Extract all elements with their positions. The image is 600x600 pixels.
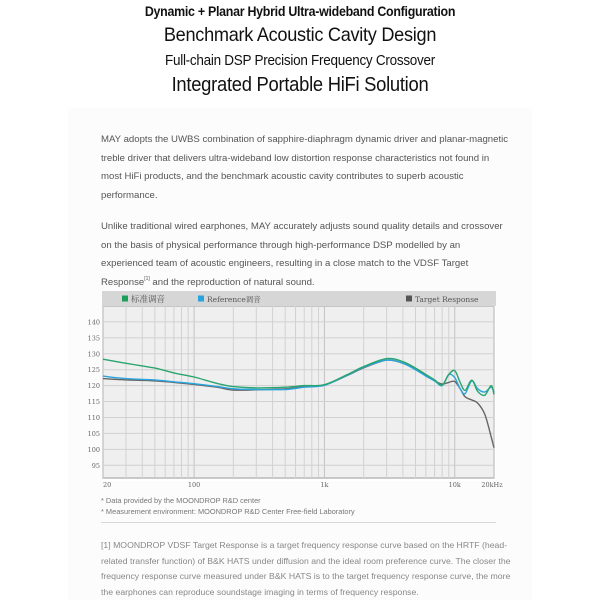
svg-text:135: 135 xyxy=(87,334,100,343)
svg-text:95: 95 xyxy=(91,461,100,470)
paragraph-uwbs: MAY adopts the UWBS combination of sapphire-diaphragm dynamic driver and planar-magnetic treble driver that delivers ultra-wideband low distortion response characteristics not found in most HiFi products, and the benchmark acoustic cavity contributes to superb acoustic performance. xyxy=(101,134,509,201)
paragraph-dsp-text-end: and the reproduction of natural sound. xyxy=(149,276,315,288)
svg-text:130: 130 xyxy=(87,350,100,359)
paragraph-dsp xyxy=(101,218,511,292)
svg-text:20: 20 xyxy=(103,481,112,489)
svg-text:110: 110 xyxy=(87,413,100,422)
svg-text:20kHz: 20kHz xyxy=(481,481,503,489)
svg-text:100: 100 xyxy=(187,481,201,489)
plot-area xyxy=(103,306,494,478)
headline-dsp-crossover: Full-chain DSP Precision Frequency Crossover xyxy=(165,52,435,69)
svg-text:105: 105 xyxy=(87,429,100,438)
footnote-vdsf: [1] MOONDROP VDSF Target Response is a target frequency response curve based on the HRTF (head-related transfer function) of B&K HATS under diffusion and the ideal room preference curve. The closer the frequency response curve measured under B&K HATS is to the target frequency response curve, the more the earphones can reproduce soundstage imaging in terms of frequency response. xyxy=(101,540,511,597)
divider xyxy=(101,522,496,523)
svg-text:100: 100 xyxy=(87,445,100,454)
headline-acoustic-cavity: Benchmark Acoustic Cavity Design xyxy=(163,24,437,46)
svg-text:120: 120 xyxy=(87,382,100,391)
footnote-ref[interactable]: [1] xyxy=(144,275,150,282)
svg-text:Reference调音: Reference调音 xyxy=(207,295,261,304)
note-data-source: * Data provided by the MOONDROP R&D center xyxy=(101,496,261,505)
headline-portable-hifi: Integrated Portable HiFi Solution xyxy=(171,74,429,96)
paragraph-dsp-text: Unlike traditional wired earphones, MAY accurately adjusts sound quality details and crossover on the basis of physical performance through high-performance DSP modelled by an experienced team of acoustic engineers, resulting in a close match to the VDSF Target Response xyxy=(101,221,503,288)
svg-text:Target Response: Target Response xyxy=(415,295,479,304)
svg-text:标准调音: 标准调音 xyxy=(131,295,166,305)
frequency-response-chart xyxy=(87,291,503,489)
svg-text:115: 115 xyxy=(87,398,100,407)
svg-text:125: 125 xyxy=(87,366,100,375)
chart-legend xyxy=(102,291,496,306)
svg-text:140: 140 xyxy=(87,318,100,327)
note-measurement-environment: * Measurement environment: MOONDROP R&D Center Free-field Laboratory xyxy=(101,507,355,516)
svg-text:1k: 1k xyxy=(320,481,329,489)
svg-text:10k: 10k xyxy=(448,481,461,489)
headline-configuration: Dynamic + Planar Hybrid Ultra-wideband Configuration xyxy=(144,4,456,19)
